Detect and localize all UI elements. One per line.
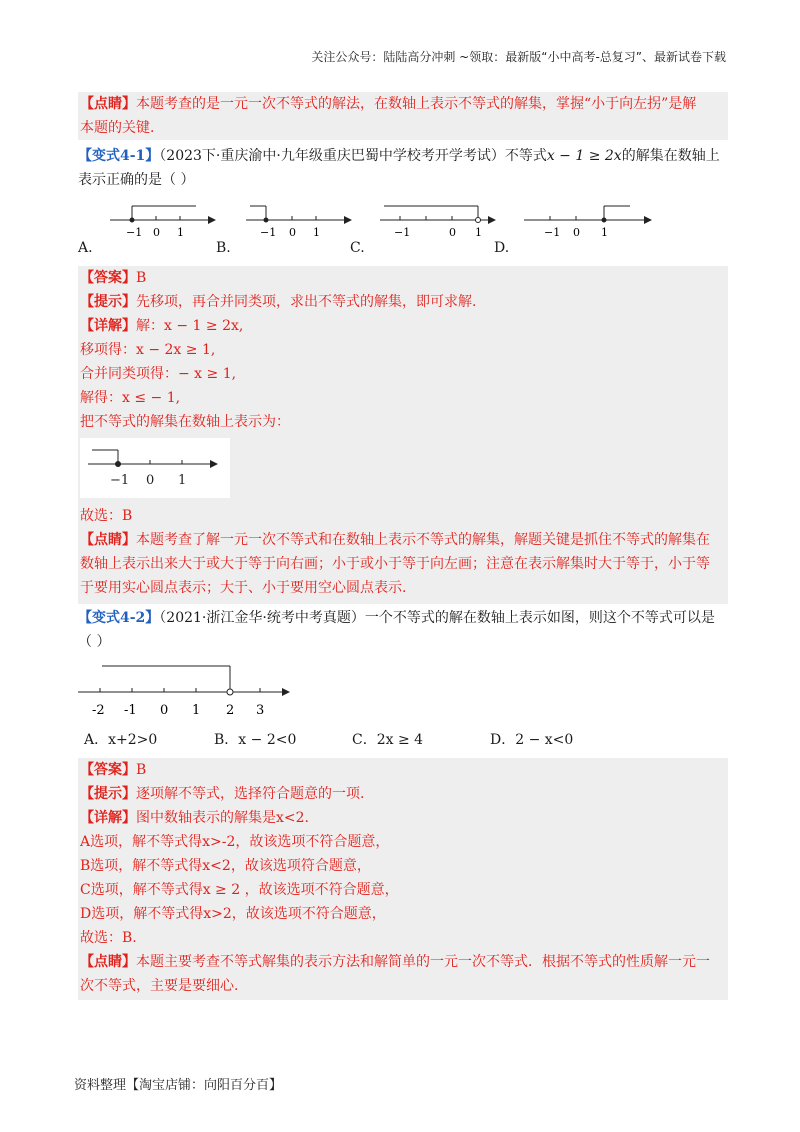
question-line-2: 表示正确的是（ ） — [78, 172, 195, 188]
tick-label: 1 — [178, 473, 187, 488]
answer-value: B — [136, 762, 147, 778]
tick-label: −1 — [260, 226, 277, 239]
option-a[interactable] — [78, 198, 218, 258]
choice-d[interactable]: D．2 − x<0 — [490, 732, 574, 748]
tick-label: -1 — [124, 703, 137, 718]
number-line-d — [524, 202, 654, 242]
answer-tag: 【答案】 — [80, 270, 136, 286]
tick-label: 1 — [192, 703, 201, 718]
detail-line: B选项，解不等式得x<2，故该选项符合题意， — [80, 858, 371, 874]
note-tag: 【点睛】 — [80, 954, 136, 970]
answer-value: B — [136, 270, 147, 286]
tick-label: -2 — [92, 703, 105, 718]
number-line-q2 — [78, 658, 308, 722]
note-tag: 【点睛】 — [80, 96, 136, 112]
number-line-a — [110, 202, 218, 242]
note-block-0 — [78, 92, 728, 140]
tick-label: 0 — [449, 226, 456, 239]
detail-line: A选项，解不等式得x>-2，故该选项不符合题意， — [80, 834, 390, 850]
option-b[interactable] — [216, 198, 356, 258]
choice-a[interactable]: A．x+2>0 — [84, 732, 158, 748]
number-line-c — [380, 202, 498, 242]
detail-line: 解：x − 1 ≥ 2x, — [136, 318, 244, 334]
question-source: （2021·浙江金华·统考中考真题）一个不等式的解在数轴上表示如图，则这个不等式可以是 — [159, 610, 715, 626]
choice-c[interactable]: C．2x ≥ 4 — [352, 732, 424, 748]
tick-label: −1 — [110, 473, 130, 488]
question-tag: 【变式4-2】 — [78, 610, 160, 626]
q2-choices — [78, 728, 728, 754]
detail-line: 合并同类项得：− x ≥ 1, — [80, 366, 237, 382]
tick-label: 1 — [475, 226, 482, 239]
tick-label: 1 — [601, 226, 608, 239]
note-line: 于要用实心圆点表示；大于、小于要用空心圆点表示. — [80, 580, 407, 596]
question-4-2 — [78, 606, 728, 654]
q2-figure — [78, 658, 728, 722]
option-letter: C. — [350, 240, 365, 256]
choose-line: 故选：B — [80, 508, 133, 524]
detail-line: 故选：B. — [80, 930, 137, 946]
note-tag: 【点睛】 — [80, 532, 136, 548]
tick-label: 1 — [177, 226, 184, 239]
hint-tag: 【提示】 — [80, 786, 136, 802]
option-letter: B. — [216, 240, 231, 256]
solution-4-2 — [78, 758, 728, 1000]
tick-label: 0 — [573, 226, 580, 239]
answer-figure — [80, 438, 230, 498]
page-footer: 资料整理【淘宝店铺：向阳百分百】 — [74, 1078, 283, 1093]
question-source: （2023下·重庆渝中·九年级重庆巴蜀中学校考开学考试）不等式 — [159, 148, 547, 164]
question-4-1 — [78, 144, 728, 192]
tick-label: 1 — [313, 226, 320, 239]
solution-4-1 — [78, 266, 728, 604]
detail-line: 移项得：x − 2x ≥ 1, — [80, 342, 216, 358]
option-letter: D. — [494, 240, 510, 256]
option-d[interactable] — [494, 198, 654, 258]
tick-label: 0 — [146, 473, 155, 488]
tick-label: 0 — [160, 703, 169, 718]
choice-b[interactable]: B．x − 2<0 — [214, 732, 297, 748]
page-header: 关注公众号：陆陆高分冲刺 ~领取：最新版“小中高考-总复习”、最新试卷下载 — [311, 50, 726, 64]
note-line: 本题考查了解一元一次不等式和在数轴上表示不等式的解集，解题关键是抓住不等式的解集在 — [136, 532, 710, 548]
number-line-b — [246, 202, 354, 242]
tick-label: −1 — [544, 226, 561, 239]
options-row — [78, 198, 728, 258]
option-letter: A. — [78, 240, 93, 256]
question-tail: 的解集在数轴上 — [621, 148, 720, 164]
question-tag: 【变式4-1】 — [78, 148, 160, 164]
question-inequality: x − 1 ≥ 2x — [546, 148, 622, 164]
note-text-2: 本题的关键. — [80, 120, 155, 136]
tick-label: −1 — [126, 226, 143, 239]
detail-line: 把不等式的解集在数轴上表示为： — [80, 414, 290, 430]
question-paren: （ ） — [78, 634, 111, 650]
content — [78, 92, 728, 1000]
tick-label: 2 — [226, 703, 235, 718]
tick-label: 3 — [256, 703, 265, 718]
tick-label: 0 — [289, 226, 296, 239]
detail-tag: 【详解】 — [80, 318, 136, 334]
detail-line: C选项，解不等式得x ≥ 2 ，故该选项不符合题意， — [80, 882, 399, 898]
note-text: 本题考查的是一元一次不等式的解法，在数轴上表示不等式的解集，掌握“小于向左拐”是解 — [136, 96, 697, 112]
tick-label: −1 — [394, 226, 411, 239]
detail-tag: 【详解】 — [80, 810, 136, 826]
detail-line: 图中数轴表示的解集是x<2. — [136, 810, 309, 826]
note-line: 次不等式，主要是要细心. — [80, 978, 239, 994]
detail-line: 解得：x ≤ − 1, — [80, 390, 181, 406]
answer-tag: 【答案】 — [80, 762, 136, 778]
option-c[interactable] — [350, 198, 500, 258]
note-line: 本题主要考查不等式解集的表示方法和解简单的一元一次不等式．根据不等式的性质解一元一 — [136, 954, 710, 970]
tick-label: 0 — [153, 226, 160, 239]
hint-tag: 【提示】 — [80, 294, 136, 310]
number-line-answer — [80, 438, 230, 498]
hint-text: 先移项，再合并同类项，求出不等式的解集，即可求解. — [136, 294, 477, 310]
note-line: 数轴上表示出来大于或大于等于向右画；小于或小于等于向左画；注意在表示解集时大于等于，小于等 — [80, 556, 710, 572]
hint-text: 逐项解不等式，选择符合题意的一项. — [136, 786, 365, 802]
detail-line: D选项，解不等式得x>2，故该选项不符合题意， — [80, 906, 386, 922]
